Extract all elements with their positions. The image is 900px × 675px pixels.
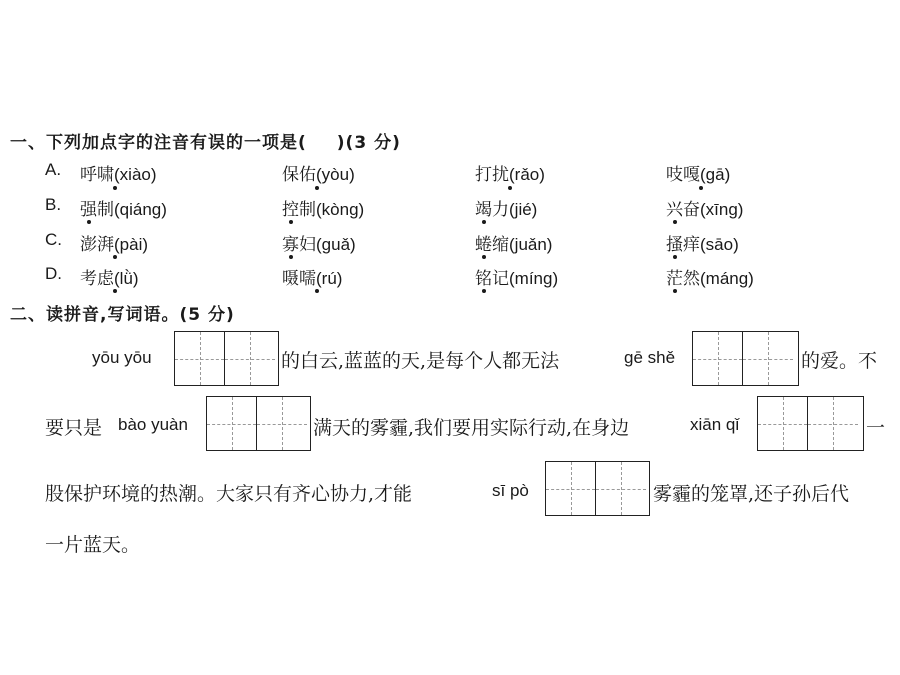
emphasis-dot — [113, 255, 117, 259]
option-item: 铭记(míng) — [475, 269, 559, 289]
emphasis-dot — [87, 220, 91, 224]
emphasis-dot — [289, 220, 293, 224]
option-item: 澎湃(pài) — [80, 235, 149, 255]
question-1-title: 一、下列加点字的注音有误的一项是( )(3 分) — [10, 133, 401, 153]
option-item: 竭力(jié) — [475, 200, 538, 220]
option-item: 寡妇(guǎ) — [282, 235, 356, 255]
emphasis-dot — [673, 255, 677, 259]
answer-grid[interactable] — [174, 331, 279, 386]
emphasis-dot — [289, 255, 293, 259]
option-item: 保佑(yòu) — [282, 165, 355, 185]
option-item: 控制(kòng) — [282, 200, 365, 220]
option-item: 强制(qiáng) — [80, 200, 167, 220]
option-item: 嗫嚅(rú) — [282, 269, 343, 289]
emphasis-dot — [482, 289, 486, 293]
option-item: 呼啸(xiào) — [80, 165, 157, 185]
emphasis-dot — [482, 220, 486, 224]
option-item: 打扰(rǎo) — [475, 165, 545, 185]
emphasis-dot — [315, 186, 319, 190]
passage-text: 一片蓝天。 — [45, 534, 141, 556]
emphasis-dot — [508, 186, 512, 190]
passage-text: 的白云,蓝蓝的天,是每个人都无法 — [281, 350, 560, 372]
option-item: 考虑(lǜ) — [80, 269, 139, 289]
option-item: 茫然(máng) — [666, 269, 754, 289]
option-item: 吱嘎(gā) — [666, 165, 731, 185]
answer-grid[interactable] — [545, 461, 650, 516]
option-item: 蜷缩(juǎn) — [475, 235, 553, 255]
option-label: B. — [45, 195, 62, 214]
emphasis-dot — [699, 186, 703, 190]
option-label: D. — [45, 264, 62, 283]
passage-text: 要只是 — [45, 417, 103, 439]
pinyin-prompt: bào yuàn — [118, 415, 188, 434]
question-2-title: 二、读拼音,写词语。(5 分) — [10, 305, 235, 325]
answer-grid[interactable] — [206, 396, 311, 451]
passage-text: 股保护环境的热潮。大家只有齐心协力,才能 — [45, 483, 413, 505]
option-label: A. — [45, 160, 62, 179]
pinyin-prompt: xiān qǐ — [690, 415, 740, 434]
emphasis-dot — [113, 289, 117, 293]
option-label: C. — [45, 230, 62, 249]
pinyin-prompt: sī pò — [492, 481, 529, 500]
pinyin-prompt: yōu yōu — [92, 348, 152, 367]
option-item: 兴奋(xīng) — [666, 200, 744, 220]
answer-grid[interactable] — [757, 396, 864, 451]
option-item: 搔痒(sāo) — [666, 235, 739, 255]
answer-grid[interactable] — [692, 331, 799, 386]
emphasis-dot — [482, 255, 486, 259]
passage-text: 的爱。不 — [801, 350, 878, 372]
emphasis-dot — [113, 186, 117, 190]
emphasis-dot — [315, 289, 319, 293]
pinyin-prompt: gē shě — [624, 348, 676, 367]
emphasis-dot — [673, 220, 677, 224]
emphasis-dot — [673, 289, 677, 293]
passage-text: 满天的雾霾,我们要用实际行动,在身边 — [313, 417, 630, 439]
passage-text: 雾霾的笼罩,还子孙后代 — [653, 483, 850, 505]
passage-text: 一 — [866, 417, 886, 439]
